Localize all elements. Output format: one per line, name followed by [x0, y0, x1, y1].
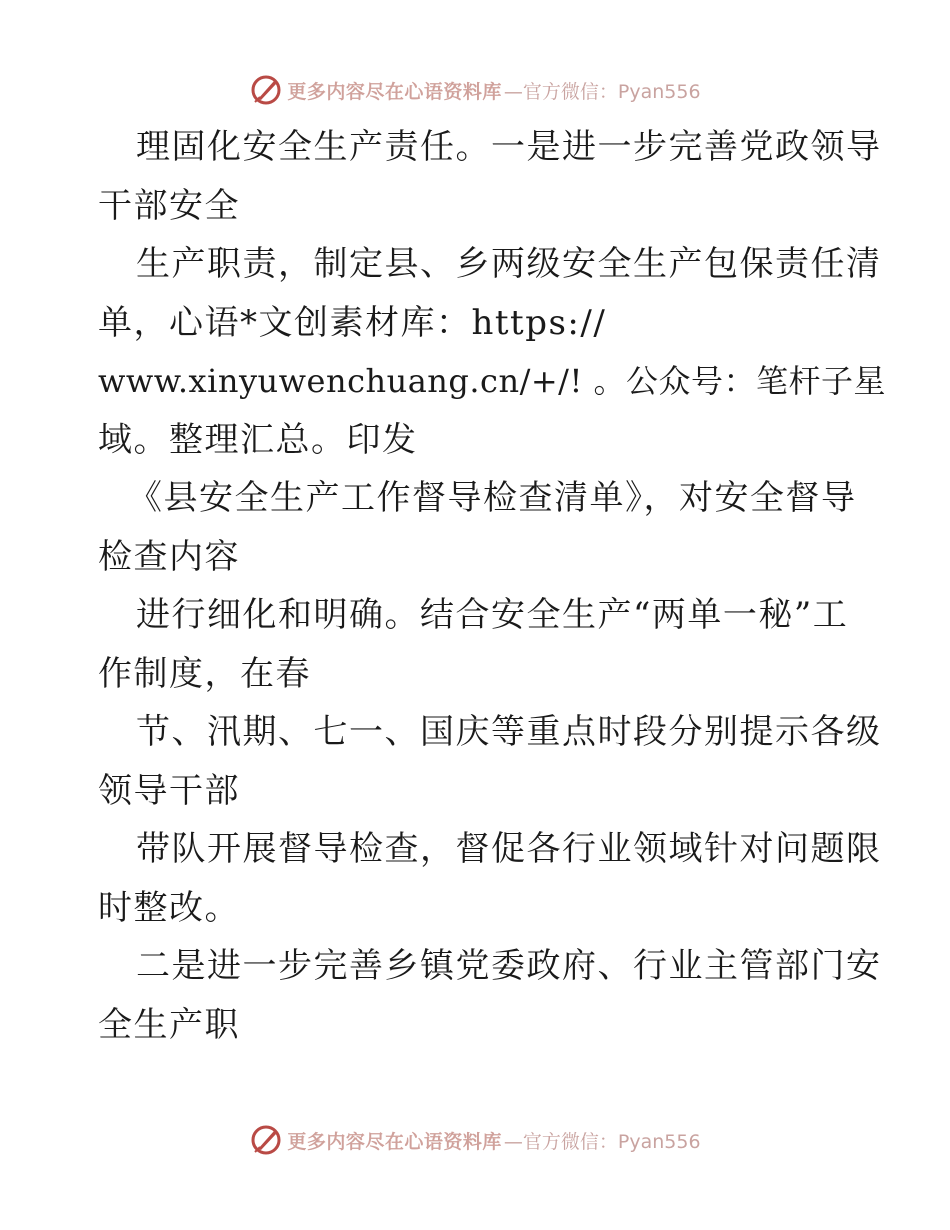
- header-banner: [0, 70, 950, 110]
- quill-logo-icon: [249, 73, 283, 107]
- text-line: 时整改。: [98, 887, 240, 928]
- footer-banner: [0, 1120, 950, 1160]
- text-line: 节、汛期、七一、国庆等重点时段分别提示各级: [136, 712, 882, 752]
- document-body: [98, 118, 886, 1054]
- text-line: 检查内容: [98, 536, 240, 577]
- text-line: 生产职责，制定县、乡两级安全生产包保责任清: [136, 244, 882, 284]
- text-line: 单，心语*文创素材库：https://: [98, 302, 607, 343]
- text-line: 作制度，在春: [98, 653, 311, 694]
- text-line: 二是进一步完善乡镇党委政府、行业主管部门安: [136, 946, 882, 986]
- banner-title: 更多内容尽在心语资料库: [287, 80, 502, 103]
- text-line: 理固化安全生产责任。一是进一步完善党政领导: [136, 127, 882, 167]
- text-line: 域。整理汇总。印发: [98, 419, 418, 460]
- text-line: 领导干部: [98, 770, 240, 811]
- banner-title: 更多内容尽在心语资料库: [287, 1130, 502, 1153]
- text-line: 《县安全生产工作督导检查清单》，对安全督导: [128, 478, 857, 518]
- text-line: 干部安全: [98, 185, 240, 226]
- banner-wechat: —官方微信：Pyan556: [503, 1130, 701, 1153]
- text-line: 全生产职: [98, 1004, 240, 1045]
- text-line: 进行细化和明确。结合安全生产“两单一秘”工: [136, 595, 849, 635]
- banner-wechat: —官方微信：Pyan556: [503, 80, 701, 103]
- text-line: 带队开展督导检查，督促各行业领域针对问题限: [136, 829, 882, 869]
- quill-logo-icon: [249, 1123, 283, 1157]
- text-line: www.xinyuwenchuang.cn/+/! 。公众号：笔杆子星: [98, 362, 886, 400]
